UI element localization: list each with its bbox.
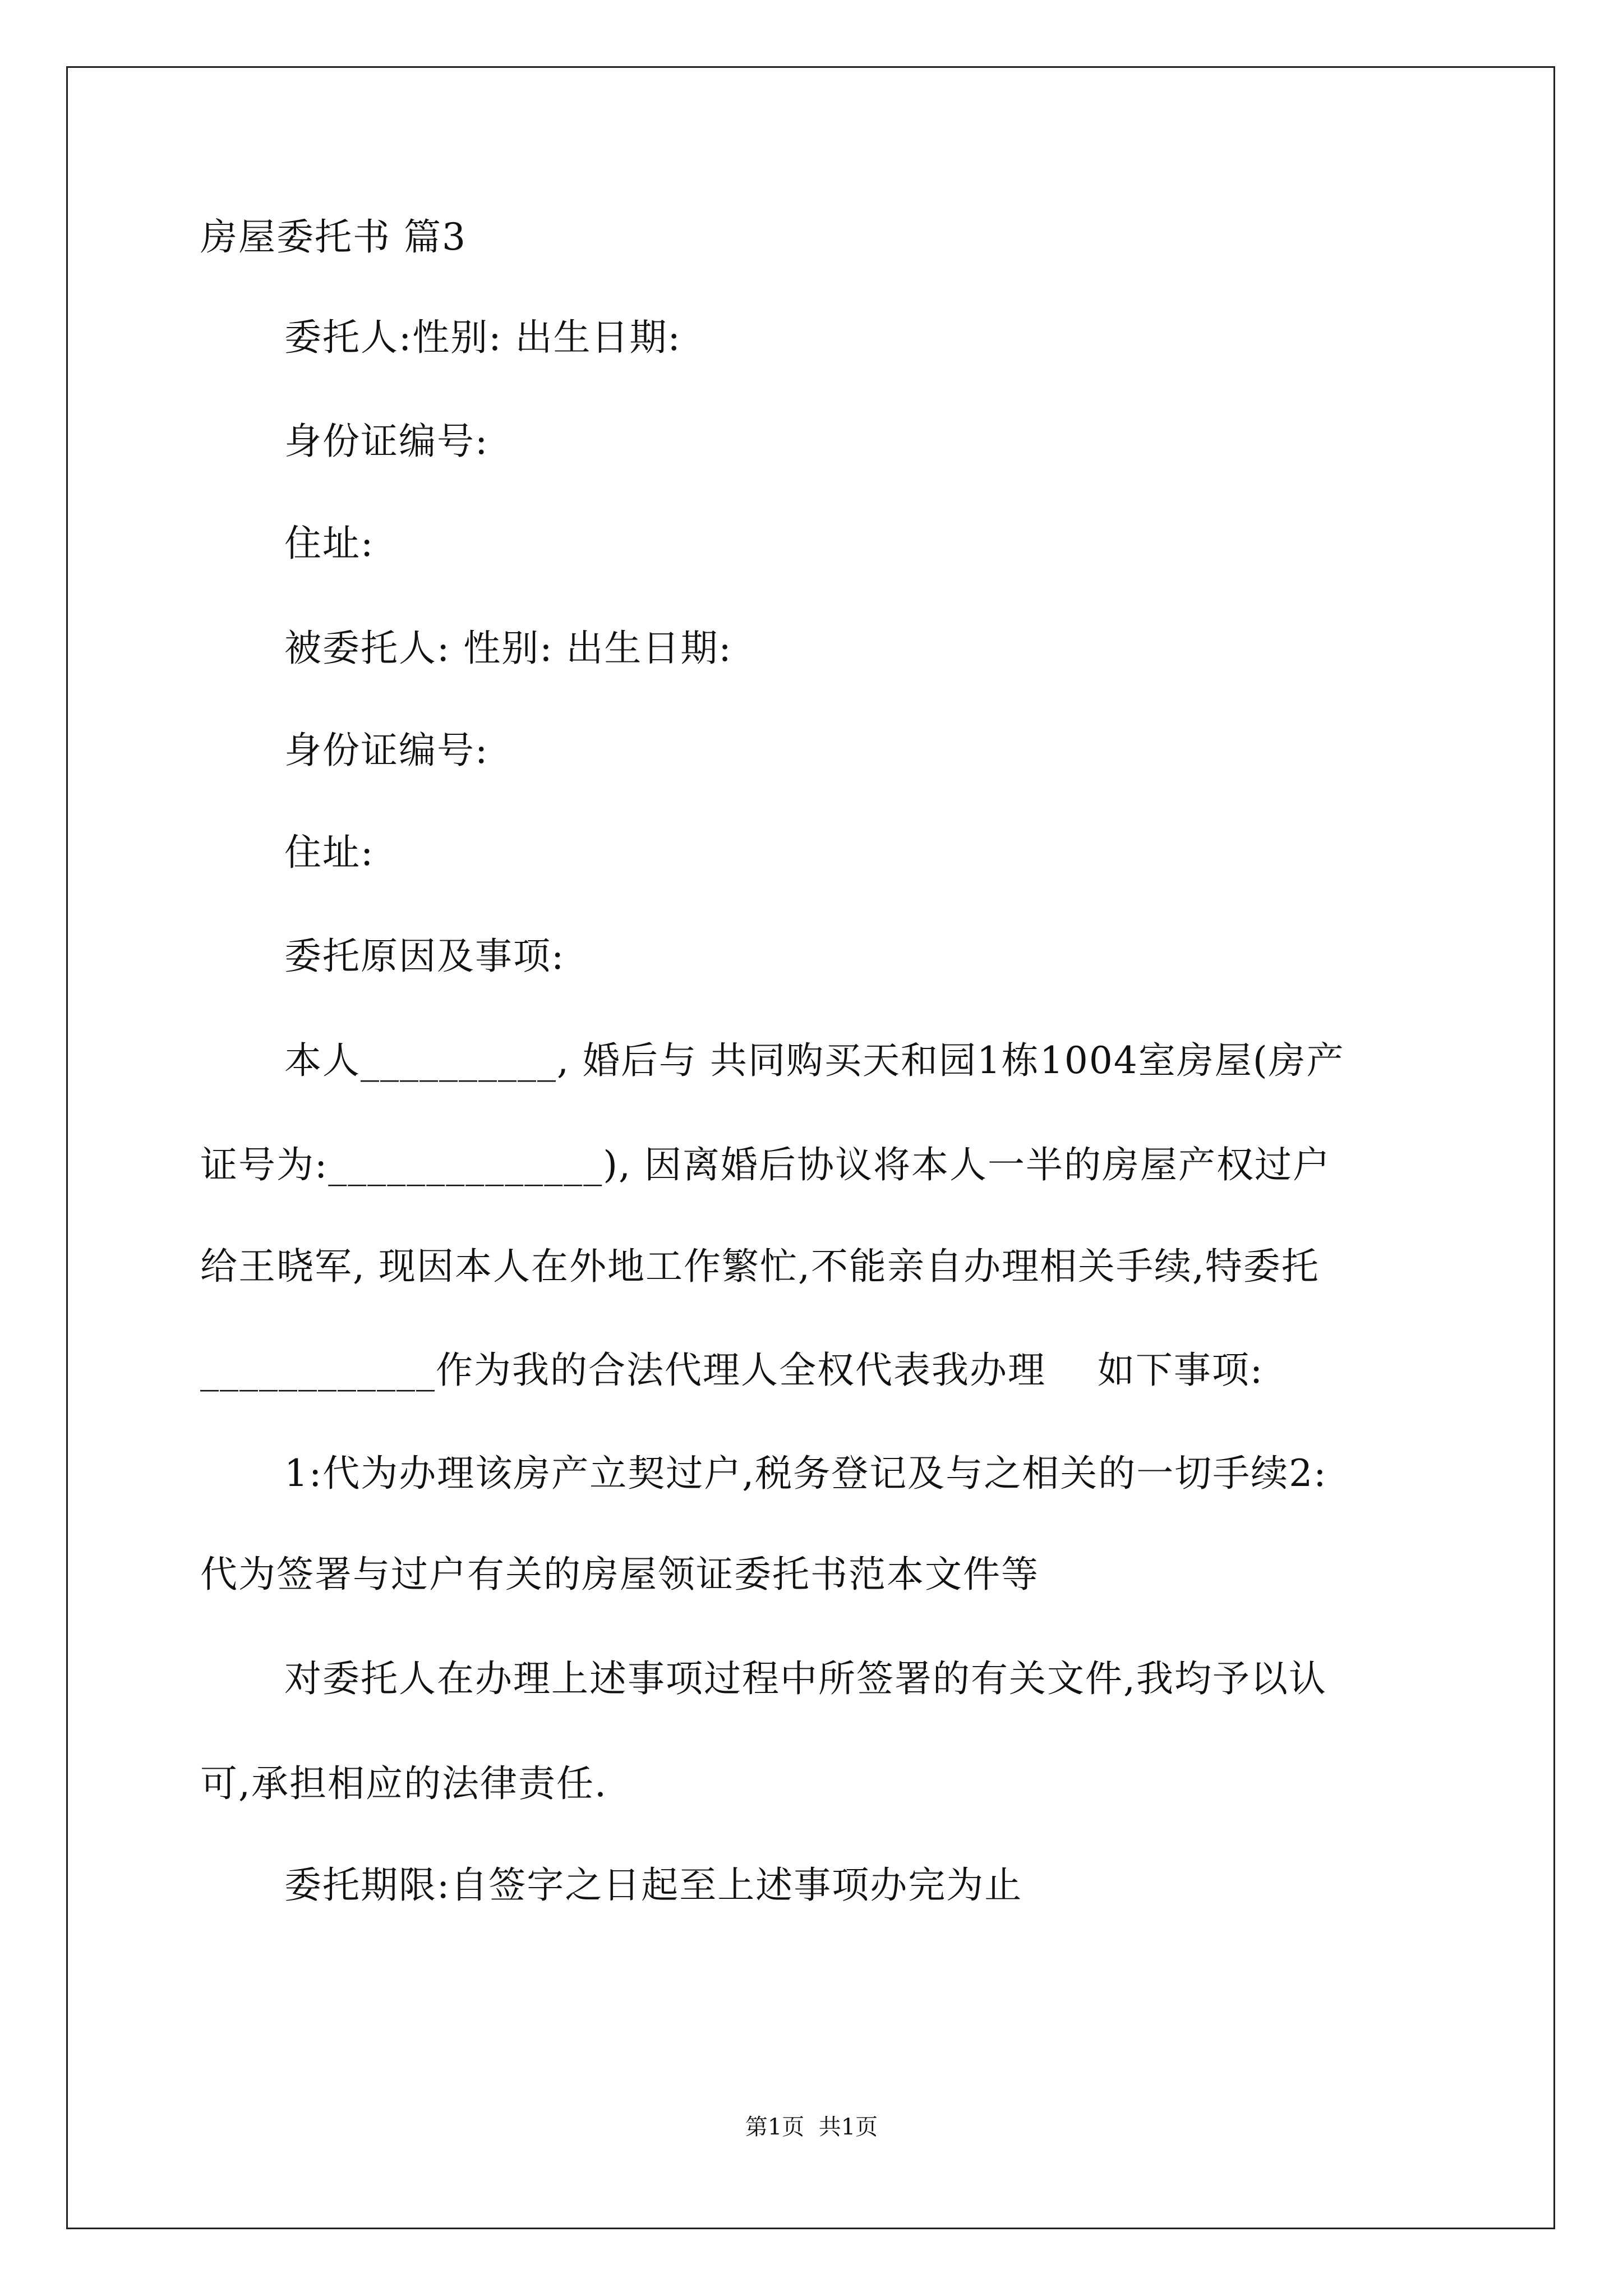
agent-id-line: 身份证编号: xyxy=(284,729,489,772)
body-line: ____________作为我的合法代理人全权代表我办理 如下事项: xyxy=(200,1349,1264,1392)
agent-address-line: 住址: xyxy=(284,831,375,874)
body-line: 证号为:______________), 因离婚后协议将本人一半的房屋产权过户 xyxy=(200,1143,1331,1186)
document-title: 房屋委托书 篇3 xyxy=(200,215,467,259)
client-id-line: 身份证编号: xyxy=(284,420,489,463)
client-address-line: 住址: xyxy=(284,522,375,565)
page-footer: 第1页 共1页 xyxy=(745,2114,878,2140)
body-line: 本人__________, 婚后与 共同购买天和园1栋1004室房屋(房产 xyxy=(284,1039,1345,1082)
reason-heading: 委托原因及事项: xyxy=(284,935,565,978)
body-line: 给王晓军, 现因本人在外地工作繁忙,不能亲自办理相关手续,特委托 xyxy=(200,1245,1320,1288)
body-line: 对委托人在办理上述事项过程中所签署的有关文件,我均予以认 xyxy=(284,1657,1327,1700)
body-line: 委托期限:自签字之日起至上述事项办完为止 xyxy=(284,1864,1023,1907)
client-info-line: 委托人:性别: 出生日期: xyxy=(284,316,681,359)
agent-info-line: 被委托人: 性别: 出生日期: xyxy=(284,627,732,670)
body-line: 代为签署与过户有关的房屋领证委托书范本文件等 xyxy=(200,1553,1039,1596)
body-line: 可,承担相应的法律责任. xyxy=(200,1762,607,1805)
body-line: 1:代为办理该房产立契过户,税务登记及与之相关的一切手续2: xyxy=(284,1452,1327,1495)
